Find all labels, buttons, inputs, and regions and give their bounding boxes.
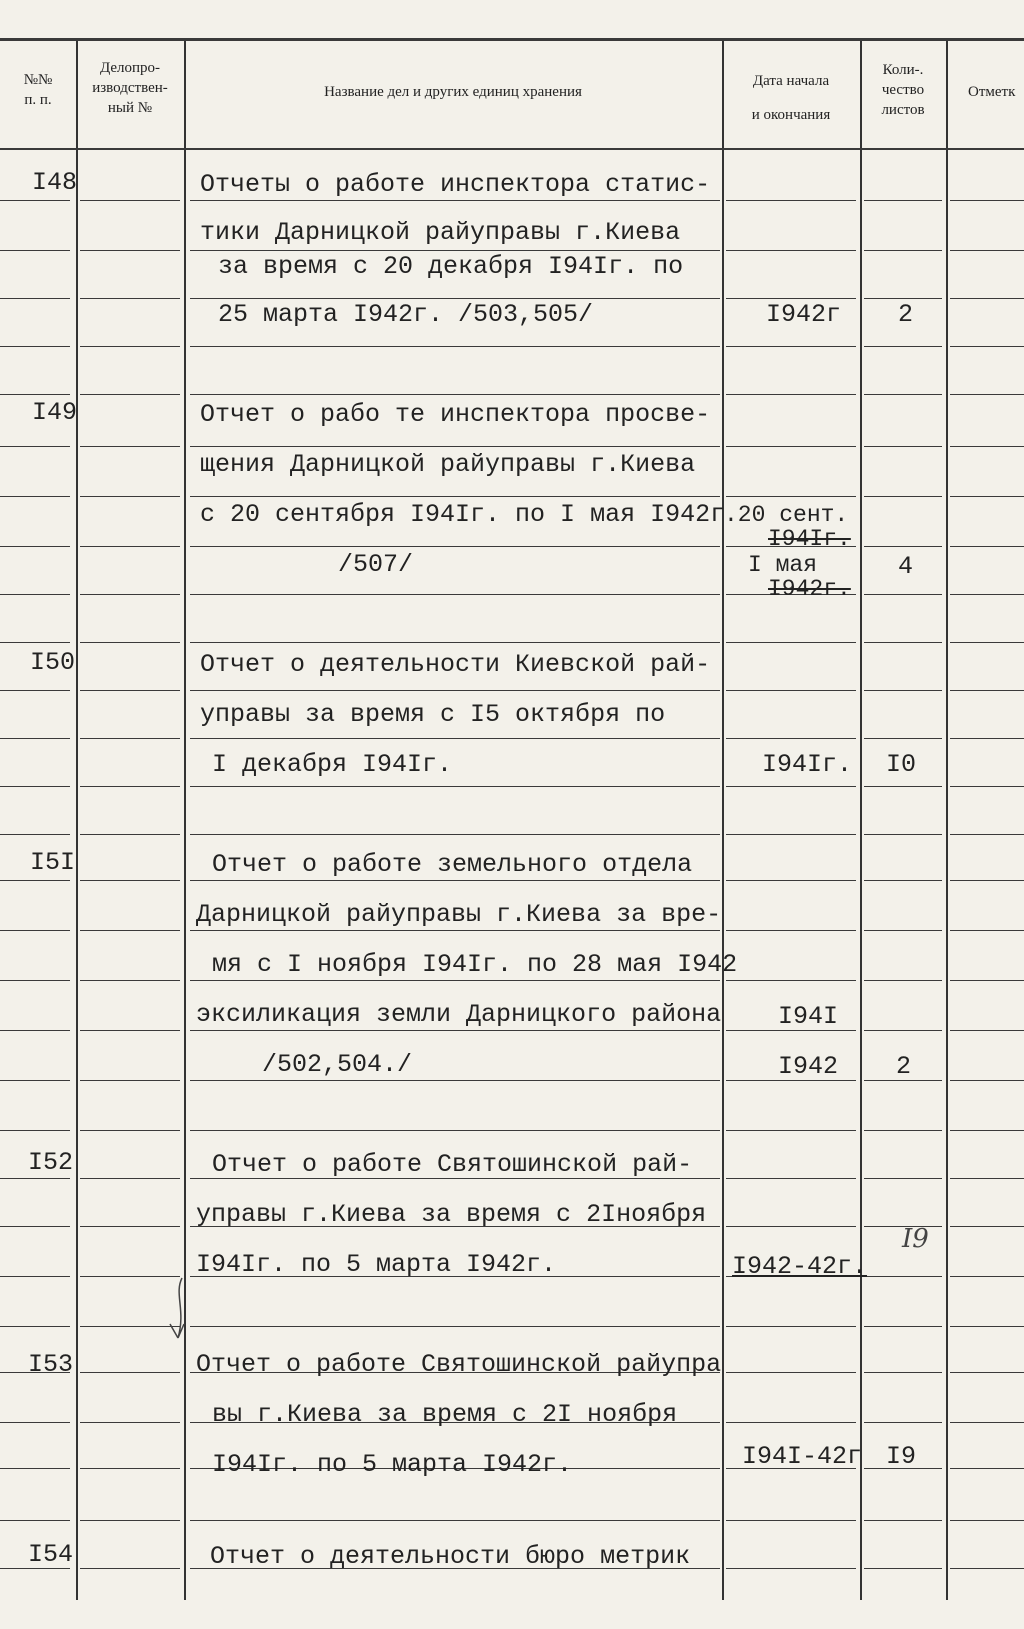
ruling-line xyxy=(864,930,942,931)
ruling-line xyxy=(950,250,1024,251)
record-title-line: I94Iг. по 5 марта I942г. xyxy=(212,1450,573,1479)
ruling-line xyxy=(950,546,1024,547)
ruling-line xyxy=(726,1568,856,1569)
ruling-line xyxy=(950,594,1024,595)
ruling-line xyxy=(0,690,70,691)
record-title-line: Отчеты о работе инспектора статис- xyxy=(200,170,711,199)
ruling-line xyxy=(0,786,70,787)
ruling-line xyxy=(80,1372,180,1373)
ruling-line xyxy=(726,980,856,981)
ruling-line xyxy=(190,496,720,497)
ruling-line xyxy=(0,930,70,931)
ruling-line xyxy=(80,1568,180,1569)
ruling-line xyxy=(0,546,70,547)
ruling-line xyxy=(950,980,1024,981)
ruling-line xyxy=(190,980,720,981)
record-dates: I94Iг. xyxy=(762,750,853,779)
ruling-line xyxy=(950,1178,1024,1179)
ruling-line xyxy=(0,394,70,395)
ruling-line xyxy=(80,394,180,395)
ruling-line xyxy=(864,496,942,497)
ruling-line xyxy=(950,1568,1024,1569)
ruling-line xyxy=(726,1520,856,1521)
ruling-line xyxy=(190,546,720,547)
record-title-line: щения Дарницкой райуправы г.Киева xyxy=(200,450,696,479)
column-divider xyxy=(860,40,862,1600)
column-divider xyxy=(76,40,78,1600)
ruling-line xyxy=(190,346,720,347)
header-bottom-border xyxy=(0,148,1024,150)
ruling-line xyxy=(190,200,720,201)
ruling-line xyxy=(190,690,720,691)
record-dates: I94Iг. xyxy=(768,526,851,552)
ruling-line xyxy=(0,446,70,447)
ruling-line xyxy=(190,394,720,395)
ruling-line xyxy=(864,738,942,739)
record-title-line: I декабря I94Iг. xyxy=(212,750,453,779)
ruling-line xyxy=(190,738,720,739)
ruling-line xyxy=(726,1130,856,1131)
header-sheets: Коли-. чество листов xyxy=(881,62,925,118)
record-number: I5I xyxy=(30,848,76,877)
ruling-line xyxy=(80,298,180,299)
record-dates: I94I xyxy=(778,1002,839,1031)
record-number: I52 xyxy=(28,1148,74,1177)
ruling-line xyxy=(950,394,1024,395)
ruling-line xyxy=(80,1422,180,1423)
ruling-line xyxy=(950,786,1024,787)
record-title-line: мя с I ноября I94Iг. по 28 мая I942 xyxy=(212,950,738,979)
ruling-line xyxy=(864,786,942,787)
ruling-line xyxy=(0,1130,70,1131)
ruling-line xyxy=(0,496,70,497)
ruling-line xyxy=(864,446,942,447)
ruling-line xyxy=(190,930,720,931)
record-title-line: 25 марта I942г. /503,505/ xyxy=(218,300,594,329)
ruling-line xyxy=(726,930,856,931)
ruling-line xyxy=(0,980,70,981)
ruling-line xyxy=(950,1080,1024,1081)
ruling-line xyxy=(726,834,856,835)
ruling-line xyxy=(864,594,942,595)
header-title: Название дел и других единиц хранения xyxy=(324,84,582,100)
ruling-line xyxy=(0,738,70,739)
ruling-line xyxy=(950,1326,1024,1327)
header-num: №№ п. п. xyxy=(23,72,53,108)
ruling-line xyxy=(726,496,856,497)
column-divider xyxy=(184,40,186,1600)
ruling-line xyxy=(190,880,720,881)
ruling-line xyxy=(0,1080,70,1081)
record-title-line: /507/ xyxy=(338,550,414,579)
ruling-line xyxy=(80,1520,180,1521)
column-divider xyxy=(722,40,724,1600)
ruling-line xyxy=(950,1372,1024,1373)
ruling-line xyxy=(950,1276,1024,1277)
record-title-line: Отчет о работе Святошинской райупра xyxy=(196,1350,722,1379)
ruling-line xyxy=(80,1080,180,1081)
ruling-line xyxy=(80,446,180,447)
ruling-line xyxy=(950,1130,1024,1131)
ruling-line xyxy=(0,642,70,643)
ruling-line xyxy=(864,1130,942,1131)
ruling-line xyxy=(864,1326,942,1327)
ruling-line xyxy=(950,1468,1024,1469)
ruling-line xyxy=(864,346,942,347)
header-dates: Дата начала и окончания xyxy=(751,73,831,123)
ruling-line xyxy=(864,1276,942,1277)
ruling-line xyxy=(950,834,1024,835)
ruling-line xyxy=(950,1520,1024,1521)
ruling-line xyxy=(864,642,942,643)
record-title-line: Отчет о работе земельного отдела xyxy=(212,850,693,879)
ruling-line xyxy=(0,1226,70,1227)
ruling-line xyxy=(726,880,856,881)
ruling-line xyxy=(950,298,1024,299)
ruling-line xyxy=(0,1178,70,1179)
ruling-line xyxy=(0,594,70,595)
header-notes: Отметк xyxy=(968,84,1016,100)
record-dates: I942 xyxy=(778,1052,839,1081)
record-title-line: за время с 20 декабря I94Iг. по xyxy=(218,252,684,281)
record-sheets: 2 xyxy=(896,1052,912,1081)
ruling-line xyxy=(726,298,856,299)
ruling-line xyxy=(80,546,180,547)
ruling-line xyxy=(80,200,180,201)
ruling-line xyxy=(190,1520,720,1521)
ruling-line xyxy=(726,250,856,251)
record-dates: I942г. xyxy=(768,576,851,602)
record-number: I53 xyxy=(28,1350,74,1379)
ruling-line xyxy=(80,642,180,643)
ruling-line xyxy=(80,1030,180,1031)
ruling-line xyxy=(726,1326,856,1327)
ruling-line xyxy=(864,394,942,395)
ruling-line xyxy=(190,786,720,787)
ruling-line xyxy=(0,1468,70,1469)
record-number: I50 xyxy=(30,648,76,677)
ruling-line xyxy=(190,446,720,447)
ruling-line xyxy=(950,1422,1024,1423)
record-title-line: с 20 сентября I94Iг. по I мая I942г xyxy=(200,500,726,529)
ruling-line xyxy=(80,496,180,497)
record-title-line: управы г.Киева за время с 2Iноября xyxy=(196,1200,707,1229)
ruling-line xyxy=(864,1520,942,1521)
record-dates: I942г xyxy=(766,300,842,329)
ruling-line xyxy=(0,1520,70,1521)
ruling-line xyxy=(864,980,942,981)
ruling-line xyxy=(0,1030,70,1031)
record-title-line: I94Iг. по 5 марта I942г. xyxy=(196,1250,557,1279)
ruling-line xyxy=(0,880,70,881)
record-title-line: /502,504./ xyxy=(262,1050,413,1079)
ruling-line xyxy=(950,690,1024,691)
record-title-line: Дарницкой райуправы г.Киева за вре- xyxy=(196,900,722,929)
handwritten-arrow-icon xyxy=(166,1276,190,1358)
ruling-line xyxy=(864,200,942,201)
ruling-line xyxy=(190,1080,720,1081)
ruling-line xyxy=(0,298,70,299)
ruling-line xyxy=(950,738,1024,739)
ruling-line xyxy=(80,786,180,787)
record-sheets: I9 xyxy=(886,1442,917,1471)
ruling-line xyxy=(864,690,942,691)
ruling-line xyxy=(80,1178,180,1179)
record-dates: I мая xyxy=(748,552,818,578)
ruling-line xyxy=(726,346,856,347)
ruling-line xyxy=(950,930,1024,931)
ruling-line xyxy=(0,834,70,835)
record-number: I48 xyxy=(32,168,78,197)
record-title-line: Отчет о рабо те инспектора просве- xyxy=(200,400,711,429)
ruling-line xyxy=(80,1468,180,1469)
ruling-line xyxy=(0,1422,70,1423)
ruling-line xyxy=(864,834,942,835)
ruling-line xyxy=(864,546,942,547)
ruling-line xyxy=(726,642,856,643)
record-dates: I942-42г. xyxy=(732,1252,868,1281)
record-title-line: Отчет о деятельности бюро метрик xyxy=(210,1542,691,1571)
ruling-line xyxy=(190,642,720,643)
ruling-line xyxy=(0,1326,70,1327)
record-dates: .20 сент. xyxy=(724,502,849,528)
ruling-line xyxy=(864,1422,942,1423)
ruling-line xyxy=(950,200,1024,201)
ruling-line xyxy=(726,690,856,691)
ruling-line xyxy=(950,1030,1024,1031)
ruling-line xyxy=(864,880,942,881)
ruling-line xyxy=(726,786,856,787)
record-title-line: эксиликация земли Дарницкого района xyxy=(196,1000,722,1029)
ruling-line xyxy=(190,834,720,835)
ruling-line xyxy=(950,880,1024,881)
ruling-line xyxy=(80,1226,180,1227)
ruling-line xyxy=(80,738,180,739)
ruling-line xyxy=(190,298,720,299)
record-sheets: I9 xyxy=(902,1224,929,1254)
ruling-line xyxy=(190,1130,720,1131)
column-divider xyxy=(946,40,948,1600)
header-top-border xyxy=(0,38,1024,41)
ruling-line xyxy=(190,1326,720,1327)
ruling-line xyxy=(726,394,856,395)
ruling-line xyxy=(726,1372,856,1373)
ruling-line xyxy=(864,1030,942,1031)
ruling-line xyxy=(864,1372,942,1373)
ruling-line xyxy=(726,1226,856,1227)
record-sheets: 4 xyxy=(898,552,914,581)
ruling-line xyxy=(0,346,70,347)
ruling-line xyxy=(950,642,1024,643)
ruling-line xyxy=(950,446,1024,447)
record-sheets: 2 xyxy=(898,300,914,329)
ruling-line xyxy=(0,250,70,251)
ruling-line xyxy=(726,1178,856,1179)
record-sheets: I0 xyxy=(886,750,917,779)
record-title-line: Отчет о деятельности Киевской рай- xyxy=(200,650,711,679)
ruling-line xyxy=(950,496,1024,497)
record-title-line: вы г.Киева за время с 2I ноября xyxy=(212,1400,678,1429)
ruling-line xyxy=(190,1030,720,1031)
ruling-line xyxy=(726,200,856,201)
ruling-line xyxy=(80,880,180,881)
record-title-line: тики Дарницкой райуправы г.Киева xyxy=(200,218,681,247)
ruling-line xyxy=(80,594,180,595)
ruling-line xyxy=(726,1422,856,1423)
record-number: I49 xyxy=(32,398,78,427)
ruling-line xyxy=(190,250,720,251)
ruling-line xyxy=(864,250,942,251)
ruling-line xyxy=(80,1276,180,1277)
record-number: I54 xyxy=(28,1540,74,1569)
ruling-line xyxy=(726,446,856,447)
ruling-line xyxy=(190,594,720,595)
ruling-line xyxy=(80,1326,180,1327)
record-title-line: Отчет о работе Святошинской рай- xyxy=(212,1150,693,1179)
ruling-line xyxy=(80,250,180,251)
ruling-line xyxy=(80,930,180,931)
header-office-num: Делопро- изводствен- ный № xyxy=(92,60,168,116)
ruling-line xyxy=(80,980,180,981)
ruling-line xyxy=(950,1226,1024,1227)
ruling-line xyxy=(80,346,180,347)
ruling-line xyxy=(864,1568,942,1569)
record-dates: I94I-42г xyxy=(742,1442,863,1471)
ruling-line xyxy=(80,690,180,691)
record-title-line: управы за время с I5 октября по xyxy=(200,700,666,729)
ruling-line xyxy=(950,346,1024,347)
ruling-line xyxy=(80,1130,180,1131)
ruling-line xyxy=(726,738,856,739)
ruling-line xyxy=(864,298,942,299)
ruling-line xyxy=(80,834,180,835)
ruling-line xyxy=(0,1276,70,1277)
ruling-line xyxy=(864,1178,942,1179)
ruling-line xyxy=(0,200,70,201)
